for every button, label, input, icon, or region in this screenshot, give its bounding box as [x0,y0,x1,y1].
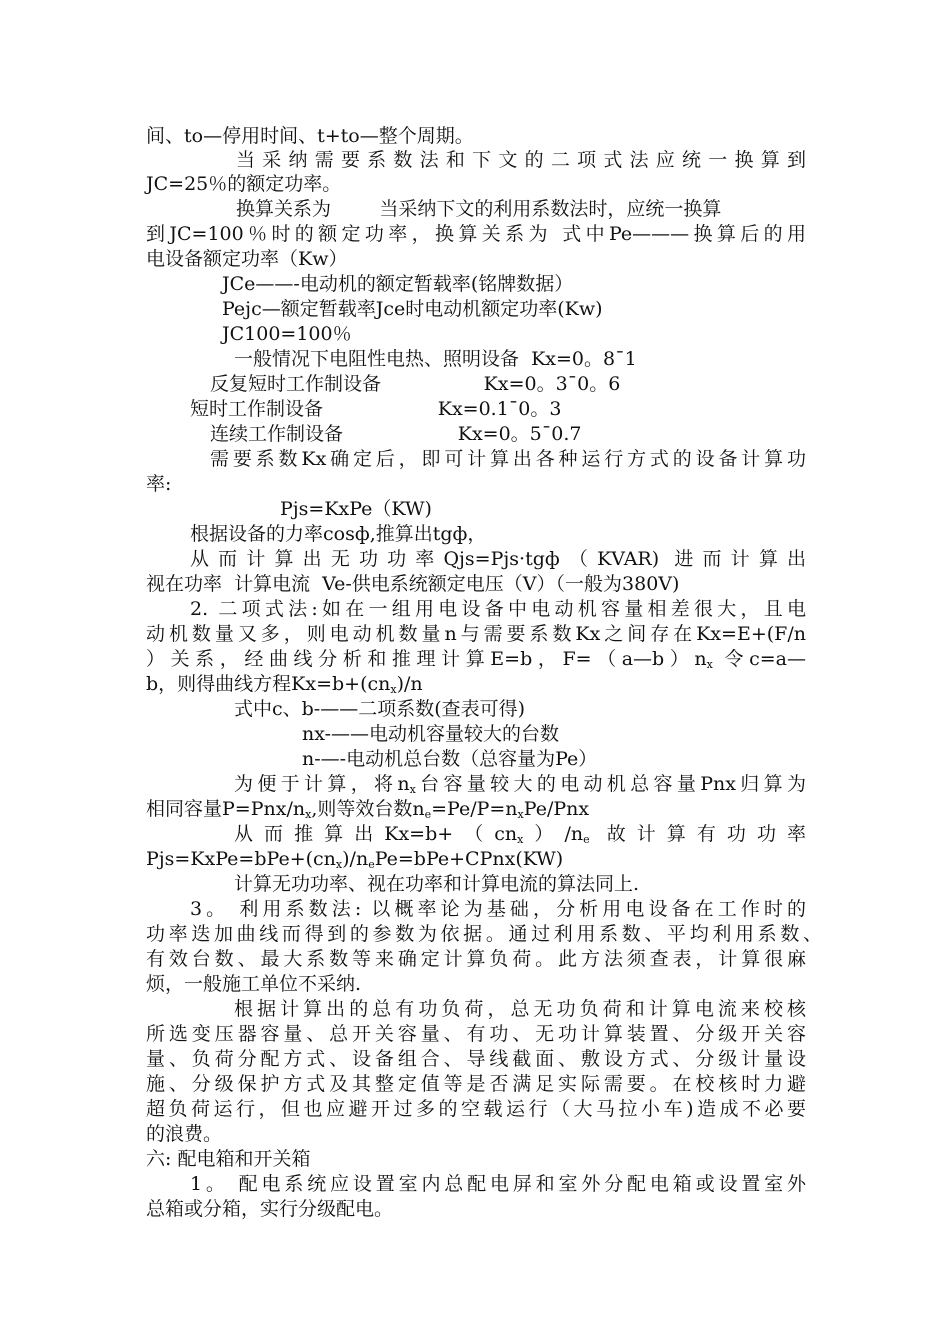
subscript: x [706,658,713,671]
text-segment: =Pe/P=n [431,798,518,820]
text-segment: 总箱或分箱，实行分级配电。 [146,1198,394,1220]
text-line [146,847,563,871]
text-segment: 率: [146,473,172,495]
text-segment: 当采纳需要系数法和下文的二项式法应统一换算到 [236,149,806,171]
text-line [146,647,806,671]
text-line [210,422,581,446]
text-segment: 3。 利用系数法: 以概率论为基础，分析用电设备在工作时的 [190,898,806,920]
text-segment: JC=25％的额定功率。 [146,173,342,195]
text-segment: 为便于计算，将n [234,773,410,795]
text-segment: 量、负荷分配方式、设备组合、导线截面、敷设方式、分级计量设 [146,1048,806,1070]
text-line [222,322,352,346]
text-segment: 六: 配电箱和开关箱 [146,1148,311,1170]
text-line [146,1047,806,1071]
text-line [146,672,423,696]
text-segment: 从而计算出无功功率Qjs=Pjs·tgф（KVAR) 进而计算出 [190,548,806,570]
text-line [190,597,806,621]
subscript: x [517,833,524,846]
text-segment: 相同容量P=Pnx/n [146,798,306,820]
text-segment: 根据设备的力率cosф,推算出tgф， [190,523,487,545]
text-segment: 超负荷运行，但也应避开过多的空载运行（大马拉小车)造成不必要 [146,1098,806,1120]
section-heading [146,1147,310,1171]
text-line [146,922,822,946]
text-segment: )/n [342,848,369,870]
text-line [280,497,432,521]
text-line [146,797,589,821]
text-segment: 到JC=100％时的额定功率，换算关系为 式中Pe———换算后的用 [146,223,806,245]
text-line [222,272,573,296]
text-line [190,547,806,571]
text-segment: nx-——电动机容量较大的台数 [302,723,560,745]
text-segment: ）/n [523,823,584,845]
text-segment: 需要系数Kx确定后，即可计算出各种运行方式的设备计算功 [210,448,806,470]
subscript: e [583,833,590,846]
text-line [302,747,597,771]
subscript: x [517,808,524,821]
text-line [236,197,721,221]
text-line [146,972,361,996]
text-segment: 短时工作制设备 Kx=0.1¯0。3 [190,398,562,420]
text-line [146,124,474,148]
text-segment: 反复短时工作制设备 Kx=0。3¯0。6 [210,373,621,395]
text-line [234,822,806,846]
text-line [210,447,806,471]
text-line [146,222,806,246]
text-segment: 故计算有功功率 [589,823,807,845]
text-segment: ）关系，经曲线分析和推理计算E=b，F=（a—b）n [146,648,707,670]
text-segment: Pe=bPe+CPnx(KW) [374,848,564,870]
text-segment: JC100=100％ [222,323,352,345]
text-line [236,148,806,172]
text-line [222,297,603,321]
text-line [190,897,806,921]
text-segment: 式中c、b-——二项系数(查表可得) [234,698,526,720]
text-segment: )/n [396,673,423,695]
text-line [146,1072,806,1096]
text-line [146,247,347,271]
text-line [146,172,341,196]
text-segment: 功率迭加曲线而得到的参数为依据。通过利用系数、平均利用系数、 [146,923,822,945]
text-segment: Pe/Pnx [523,798,590,820]
text-segment: n-—-电动机总台数（总容量为Pe） [302,748,598,770]
subscript: x [305,808,312,821]
text-line [146,472,171,496]
text-line [146,622,806,646]
subscript: x [335,858,343,871]
text-segment: 有效台数、最大系数等来确定计算负荷。此方法须查表，计算很麻 [146,948,806,970]
text-segment: b，则得曲线方程Kx=b+(cn [146,673,391,695]
text-segment: 所选变压器容量、总开关容量、有功、无功计算装置、分级开关容 [146,1023,806,1045]
text-line [146,1197,393,1221]
text-line [190,1172,806,1196]
text-line [210,372,620,396]
text-segment: Pjs=KxPe（KW) [280,498,432,520]
text-segment: 2. 二项式法:如在一组用电设备中电动机容量相差很大，且电 [190,598,806,620]
text-segment: Pjs=KxPe=bPe+(cn [146,848,336,870]
text-segment: 视在功率 计算电流 Ve-供电系统额定电压（V）（一般为380V) [146,573,680,595]
text-line [234,772,806,796]
text-line [146,1097,806,1121]
text-segment: 烦，一般施工单位不采纳. [146,973,362,995]
text-segment: Pejc—额定暂载率Jce时电动机额定功率(Kw) [222,298,603,320]
text-line [146,947,806,971]
text-segment: 根据计算出的总有功负荷，总无功负荷和计算电流来校核 [234,998,806,1020]
text-segment: 换算关系为 当采纳下文的利用系数法时，应统一换算 [236,198,722,220]
subscript: x [390,683,397,696]
text-segment: 1。 配电系统应设置室内总配电屏和室外分配电箱或设置室外 [190,1173,806,1195]
text-segment: 计算无功功率、视在功率和计算电流的算法同上. [234,873,640,895]
subscript: e [368,858,375,871]
text-line [190,397,561,421]
text-segment: JCe——-电动机的额定暂载率(铭牌数据） [222,273,574,295]
text-segment: 的浪费。 [146,1123,223,1145]
text-segment: 连续工作制设备 Kx=0。5¯0.7 [210,423,582,445]
subscript: x [409,783,416,796]
text-segment: ,则等效台数n [311,798,425,820]
text-line [190,522,486,546]
text-line [146,1022,806,1046]
text-line [234,872,639,896]
text-segment: 台容量较大的电动机总容量Pnx归算为 [415,773,806,795]
text-segment: 电设备额定功率（Kw） [146,248,348,270]
text-line [234,347,637,371]
text-segment: 动机数量又多，则电动机数量n与需要系数Kx之间存在Kx=E+(F/n [146,623,806,645]
text-line [302,722,559,746]
subscript: e [424,808,432,821]
text-segment: 施、分级保护方式及其整定值等是否满足实际需要。在校核时力避 [146,1073,806,1095]
text-segment: 一般情况下电阻性电热、照明设备 Kx=0。8¯1 [234,348,637,370]
text-line [234,997,806,1021]
text-segment: 令c=a— [712,648,806,670]
text-segment: 间、to—停用时间、t+to—整个周期。 [146,125,474,147]
text-segment: 从而推算出Kx=b+（cn [234,823,518,845]
text-line [146,572,679,596]
text-line [234,697,525,721]
text-line [146,1122,222,1146]
